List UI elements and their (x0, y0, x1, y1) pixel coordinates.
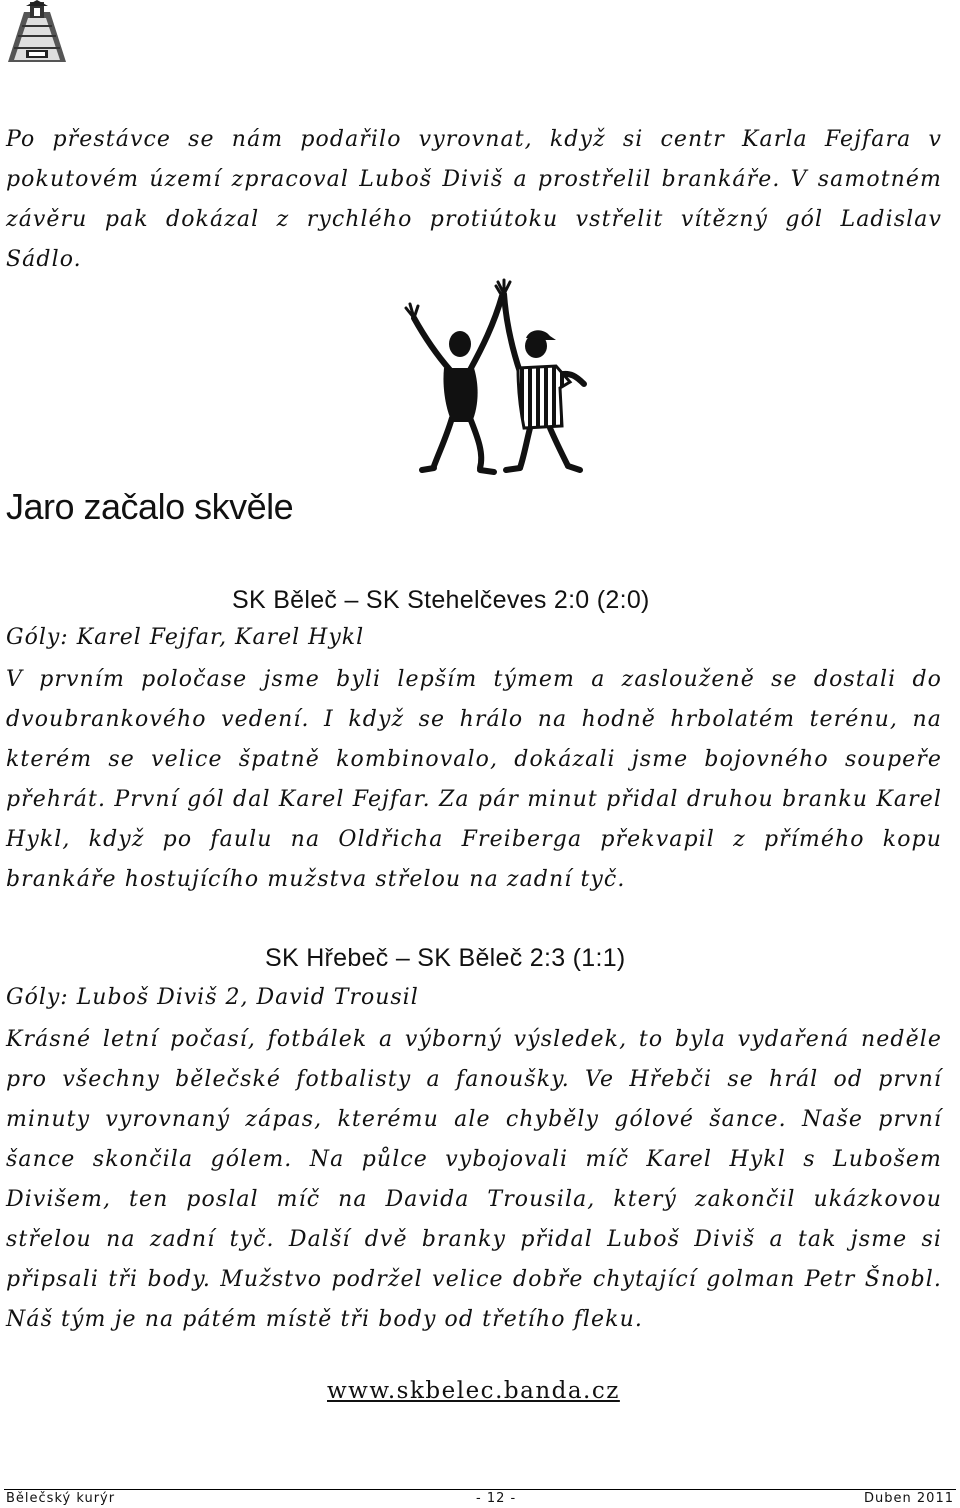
issue-date: Duben 2011 (864, 1491, 954, 1506)
celebrating-players-icon (400, 278, 590, 478)
publication-name: Bělečský kurýr (6, 1491, 116, 1506)
intro-paragraph: Po přestávce se nám podařilo vyrovnat, když si centr Karla Fejfara v pokutovém území zpracoval Luboš Diviš a prostřelil brankáře. V samotném závěru pak dokázal z rychlého protiútoku vstřelit vítězný gól Ladislav Sádlo. (6, 127, 942, 272)
goal-scorers: Góly: Luboš Diviš 2, David Trousil (6, 985, 419, 1010)
club-emblem-icon (4, 0, 70, 64)
match-report: V prvním poločase jsme byli lepším týmem a zaslouženě se dostali do dvoubrankového vedení. I když se hrálo na hodně hrbolatém terénu, na kterém se velice špatně kombinovalo, dokázali jsme bojovného soupeře přehrát. První gól dal Karel Fejfar. Za pár minut přidal druhou branku Karel Hykl, když po faulu na Oldřicha Freiberga překvapil z přímého kopu brankáře hostujícího mužstva střelou na zadní tyč. (6, 667, 942, 892)
page-number: - 12 - (476, 1491, 517, 1506)
match-heading: SK Hřebeč – SK Běleč 2:3 (1:1) (265, 944, 626, 972)
footer-divider (4, 1489, 956, 1490)
match-heading: SK Běleč – SK Stehelčeves 2:0 (2:0) (232, 586, 650, 614)
page-footer (6, 1491, 954, 1508)
website-link[interactable]: www.skbelec.banda.cz (327, 1378, 620, 1404)
section-title: Jaro začalo skvěle (6, 486, 294, 527)
match-report: Krásné letní počasí, fotbálek a výborný výsledek, to byla vydařená neděle pro všechny bělečské fotbalisty a fanoušky. Ve Hřebči se hrál od první minuty vyrovnaný zápas, kterému ale chyběly gólové šance. Naše první šance skončila gólem. Na půlce vybojovali míč Karel Hykl s Lubošem Divišem, ten poslal míč na Davida Trousila, který zakončil ukázkovou střelou na zadní tyč. Další dvě branky přidal Luboš Diviš a tak jsme si připsali tři body. Mužstvo podržel velice dobře chytající golman Petr Šnobl. Náš tým je na pátém místě tři body od třetího fleku. (6, 1027, 942, 1332)
goal-scorers: Góly: Karel Fejfar, Karel Hykl (6, 625, 365, 650)
